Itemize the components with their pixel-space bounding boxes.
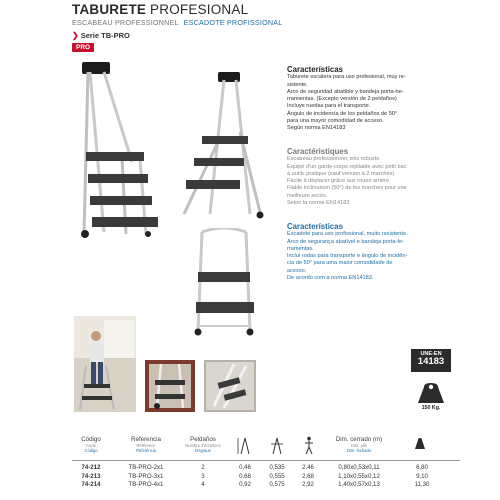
description-fr-line: meilleure accès. — [287, 192, 328, 199]
description-pt — [287, 223, 457, 282]
cell-dim-closed: 0,80x0,53x0,11 — [338, 464, 380, 471]
cell-working-height: 2,92 — [302, 481, 314, 489]
table-header — [72, 436, 460, 460]
description-fr-line: Fiable inclinaison (50°) de les marches pour une — [287, 185, 407, 192]
description-es-line: Taburete escalera para uso profesional, muy re- — [287, 74, 406, 81]
header-reference — [118, 436, 174, 453]
cell-code: 74-214 — [81, 481, 101, 489]
subtitle-fr: ESCABEAU PROFESSIONNEL — [72, 18, 179, 27]
cell-reference: TB-PRO-2x1 — [128, 464, 164, 471]
certification-line1: UNE-EN — [420, 351, 442, 357]
description-pt-line: Escadote para uso profissional, muito resistente. — [287, 231, 408, 238]
description-fr-title: Caractéristiques — [287, 147, 349, 156]
cell-platform-height: 0,575 — [269, 481, 285, 489]
height-dimension-icon — [237, 436, 253, 456]
header-code-pt: Código — [84, 448, 98, 453]
description-pt-line: rramentas. — [287, 245, 314, 252]
description-es-line: Ángulo de incidencia de los peldaños de 50° — [287, 110, 398, 117]
description-fr-line: Facile à déplacer grâce aux roues arrière — [287, 178, 389, 185]
header-reference-es: Referencia — [131, 436, 161, 443]
specs-table — [72, 436, 460, 489]
header-dim-closed-es: Dim. cerrado (m) — [335, 436, 383, 443]
cell-reference: TB-PRO-3x1 — [128, 472, 164, 480]
description-pt-title: Características — [287, 222, 343, 231]
cell-height: 0,68 — [239, 472, 251, 480]
cell-weight: 6,80 — [416, 464, 428, 471]
cell-weight: 9,10 — [416, 472, 428, 480]
description-es-line: Arco de seguridad abatible y bandeja porta-he- — [287, 88, 404, 95]
description-pt-line: cia de 50° para uma maior comodidade de — [287, 260, 393, 267]
cell-height: 0,92 — [239, 481, 251, 489]
cell-code: 74-212 — [81, 464, 101, 471]
cell-working-height: 2,46 — [302, 464, 314, 471]
description-es-line: Según norma EN14183 — [287, 125, 346, 132]
pro-badge: PRO — [72, 43, 94, 52]
description-pt-line: acesso. — [287, 267, 307, 274]
header-code-es: Código — [81, 436, 101, 443]
description-es-title: Características — [287, 65, 343, 74]
header-dim-closed-pt: Dim. fechado — [346, 448, 372, 453]
description-pt-line: De acordo com a norma EN14183. — [287, 275, 374, 282]
description-pt-line: Incluí rodas para transporte e ângulo de incidên- — [287, 253, 408, 260]
weight-small-icon — [414, 438, 426, 450]
stool-4-steps-image — [78, 62, 170, 240]
header-dim-closed-fr: Dim. plié — [351, 443, 367, 448]
cell-dim-closed: 1,10x0,55x0,12 — [338, 472, 380, 480]
description-fr-line: à outils pratique (sauf version à 2 marches). — [287, 170, 396, 177]
description-fr-line: Selon la norme EN14183 — [287, 200, 350, 207]
title-block — [72, 2, 372, 27]
platform-height-icon — [269, 436, 285, 456]
table-row — [72, 472, 460, 481]
cell-steps: 4 — [201, 481, 205, 489]
description-fr-line: Equipé d'un garde-corps repliable avec petit bac — [287, 163, 407, 170]
weight-icon — [410, 383, 452, 405]
stool-3-steps-image — [170, 72, 270, 222]
description-es-line: sistente. — [287, 81, 308, 88]
table-row — [72, 480, 460, 489]
description-es-line: para una mayor comodidad de acceso. — [287, 118, 384, 125]
header-steps-pt: Degraus — [195, 448, 211, 453]
header-steps-fr: Nombre d'échelons — [185, 443, 221, 448]
max-load-badge — [410, 383, 452, 413]
cell-working-height: 2,68 — [302, 472, 314, 480]
cell-reference: TB-PRO-4x1 — [128, 481, 164, 489]
chevron-right-icon: ❯ — [72, 31, 79, 40]
stool-2-steps-image — [192, 228, 258, 338]
detail-photo-folded — [204, 360, 256, 412]
cell-steps: 3 — [201, 472, 205, 480]
usage-photo — [74, 316, 136, 412]
cell-platform-height: 0,555 — [269, 472, 285, 480]
cell-steps: 2 — [201, 464, 205, 471]
table-row — [72, 463, 460, 472]
cell-weight: 11,30 — [414, 481, 430, 489]
cell-dim-closed: 1,40x0,57x0,13 — [338, 481, 380, 489]
title-bold: TABURETE — [72, 2, 147, 17]
table-divider — [72, 460, 460, 461]
detail-photo-wheels — [145, 360, 195, 412]
series-label — [72, 31, 130, 40]
working-height-icon — [300, 436, 316, 456]
series-text: Serie TB-PRO — [80, 31, 130, 40]
title-light: PROFESIONAL — [146, 2, 249, 17]
certification-badge — [411, 349, 451, 372]
header-reference-fr: Référence — [136, 443, 156, 448]
header-code-fr: Code — [86, 443, 96, 448]
subtitle-pt: ESCADOTE PROFISSIONAL — [183, 18, 283, 27]
header-steps-es: Peldaños — [190, 436, 216, 443]
description-fr-line: Escabeau professionnel, très robuste. — [287, 156, 381, 163]
max-load-label: 150 Kg. — [421, 405, 441, 411]
cell-code: 74-213 — [81, 472, 101, 480]
description-fr — [287, 148, 457, 207]
cell-height: 0,46 — [239, 464, 251, 471]
description-es-line: rramientas. (Excepto versión de 2 peldaños) — [287, 96, 397, 103]
page-title — [72, 2, 372, 17]
header-reference-pt: Referência — [136, 448, 156, 453]
description-pt-line: Arco de segurança abatível e bandeja porta-fe- — [287, 238, 404, 245]
header-dim-closed — [322, 436, 396, 453]
certification-line2: 14183 — [417, 356, 445, 367]
subtitle — [72, 18, 372, 27]
header-steps — [170, 436, 236, 453]
description-es — [287, 66, 457, 133]
header-code — [72, 436, 110, 453]
cell-platform-height: 0,535 — [269, 464, 285, 471]
description-es-line: Incluye ruedas para el transporte. — [287, 103, 371, 110]
